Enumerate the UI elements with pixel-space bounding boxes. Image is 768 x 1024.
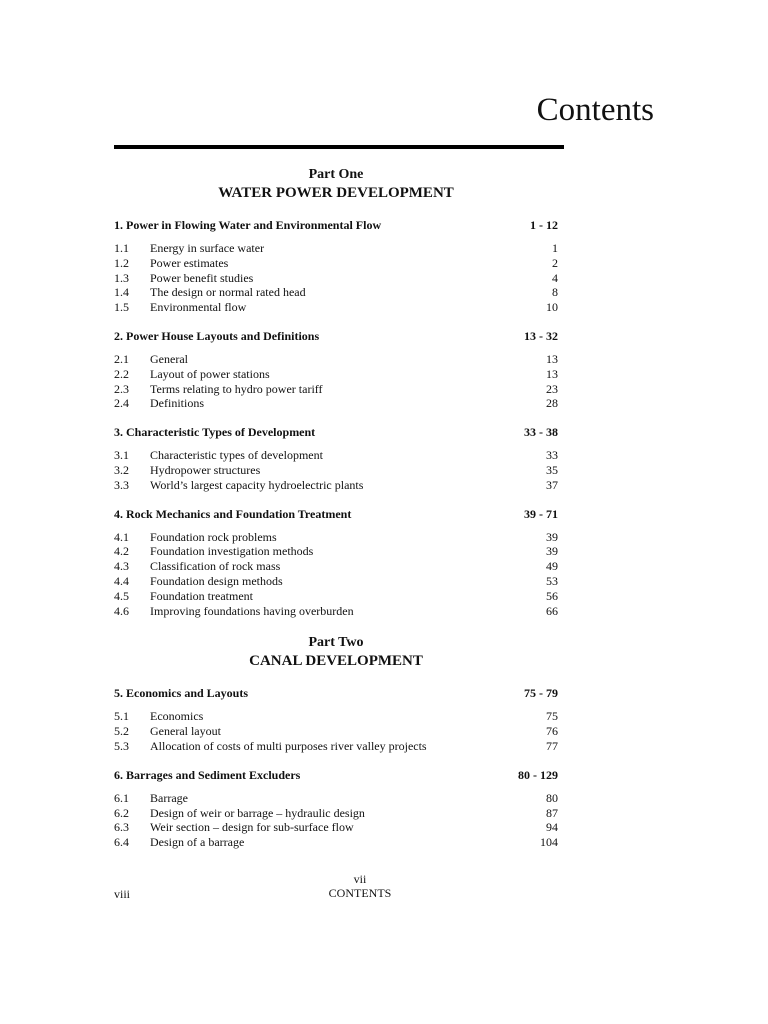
- chapter-block: [114, 329, 558, 411]
- toc-entry: [114, 791, 558, 806]
- toc-entry: [114, 574, 558, 589]
- section-number: 2.3: [114, 381, 129, 396]
- toc-entry: [114, 256, 558, 271]
- chapter-block: [114, 507, 558, 619]
- part-heading: [114, 166, 558, 202]
- toc-entry: [114, 820, 558, 835]
- section-page: 80: [546, 790, 558, 805]
- part-name: CANAL DEVELOPMENT: [249, 653, 423, 670]
- chapter-page-range: 39 - 71: [524, 506, 558, 521]
- section-title: Foundation rock problems: [150, 529, 277, 544]
- chapter-page-range: 75 - 79: [524, 686, 558, 701]
- toc-entry: [114, 396, 558, 411]
- toc-entry: [114, 382, 558, 397]
- page-title: Contents: [536, 92, 654, 128]
- chapter-block: [114, 686, 558, 753]
- section-title: Foundation treatment: [150, 588, 253, 603]
- section-number: 2.4: [114, 396, 129, 411]
- section-page: 23: [546, 381, 558, 396]
- chapter-page-range: 13 - 32: [524, 328, 558, 343]
- section-page: 10: [546, 300, 558, 315]
- section-title: Allocation of costs of multi purposes river valley projects: [150, 738, 427, 753]
- section-number: 4.6: [114, 603, 129, 618]
- toc-entry: [114, 271, 558, 286]
- section-page: 4: [552, 270, 558, 285]
- part-label: Part One: [308, 167, 364, 182]
- section-title: Foundation design methods: [150, 573, 283, 588]
- toc-entry: [114, 241, 558, 256]
- part-label: Part Two: [308, 635, 364, 651]
- toc-entry: [114, 739, 558, 754]
- section-number: 6.2: [114, 805, 129, 820]
- section-title: General layout: [150, 724, 221, 739]
- section-title: Environmental flow: [150, 300, 247, 315]
- section-number: 1.2: [114, 255, 129, 270]
- section-page: 28: [546, 396, 558, 411]
- section-page: 75: [546, 709, 558, 724]
- section-page: 53: [546, 573, 558, 588]
- chapter-heading: [114, 768, 558, 783]
- chapter-block: [114, 425, 558, 492]
- section-number: 1.5: [114, 300, 129, 315]
- part-heading: [114, 634, 558, 670]
- section-title: Terms relating to hydro power tariff: [150, 381, 323, 396]
- toc-entry: [114, 478, 558, 493]
- section-page: 76: [546, 724, 558, 739]
- section-page: 66: [546, 603, 558, 618]
- footer-page-number: vii: [353, 872, 367, 886]
- section-number: 3.1: [114, 448, 129, 463]
- chapter-title: 2. Power House Layouts and Definitions: [114, 328, 320, 343]
- section-page: 33: [546, 448, 558, 463]
- section-number: 4.4: [114, 573, 129, 588]
- footer-left-page-number: viii: [114, 887, 131, 901]
- section-page: 39: [546, 529, 558, 544]
- section-page: 35: [546, 462, 558, 477]
- toc-entry: [114, 300, 558, 315]
- section-page: 37: [546, 477, 558, 492]
- section-number: 4.5: [114, 588, 129, 603]
- toc-entry: [114, 604, 558, 619]
- section-title: Design of a barrage: [150, 835, 245, 850]
- section-title: Layout of power stations: [150, 366, 270, 381]
- chapter-page-range: 1 - 12: [530, 218, 558, 232]
- section-number: 3.2: [114, 462, 129, 477]
- section-page: 56: [546, 588, 558, 603]
- chapter-heading: [114, 507, 558, 522]
- toc-entry: [114, 589, 558, 604]
- toc-entry: [114, 724, 558, 739]
- section-title: Classification of rock mass: [150, 559, 281, 574]
- section-title: Energy in surface water: [150, 241, 265, 255]
- section-title: Characteristic types of development: [150, 448, 323, 463]
- section-title: The design or normal rated head: [150, 285, 306, 300]
- section-title: Design of weir or barrage – hydraulic design: [150, 805, 365, 820]
- part-name: WATER POWER DEVELOPMENT: [218, 185, 454, 201]
- chapter-page-range: 80 - 129: [518, 767, 558, 782]
- chapter-block: [114, 218, 558, 315]
- section-title: General: [150, 351, 188, 366]
- section-title: Power benefit studies: [150, 270, 254, 285]
- title-rule: [114, 145, 564, 149]
- chapter-block: [114, 768, 558, 850]
- section-title: Definitions: [150, 396, 204, 411]
- section-number: 1.1: [114, 241, 129, 255]
- section-page: 104: [540, 835, 558, 850]
- section-number: 5.1: [114, 709, 129, 724]
- toc-entry: [114, 530, 558, 545]
- section-number: 5.2: [114, 724, 129, 739]
- section-number: 2.1: [114, 351, 129, 366]
- section-page: 13: [546, 366, 558, 381]
- section-number: 3.3: [114, 477, 129, 492]
- section-title: Economics: [150, 709, 204, 724]
- chapter-heading: [114, 686, 558, 701]
- toc-entry: [114, 463, 558, 478]
- section-title: Barrage: [150, 790, 188, 805]
- table-of-contents: [114, 166, 558, 866]
- toc-entry: [114, 835, 558, 850]
- footer-label: CONTENTS: [328, 886, 392, 900]
- section-number: 1.4: [114, 285, 129, 300]
- section-number: 6.4: [114, 835, 129, 850]
- toc-entry: [114, 367, 558, 382]
- section-title: Foundation investigation methods: [150, 544, 314, 559]
- running-footer: [300, 872, 420, 900]
- section-title: Hydropower structures: [150, 462, 261, 477]
- section-number: 6.1: [114, 790, 129, 805]
- section-number: 1.3: [114, 270, 129, 285]
- chapter-heading: [114, 218, 558, 233]
- toc-entry: [114, 285, 558, 300]
- section-title: World’s largest capacity hydroelectric plants: [150, 477, 364, 492]
- section-page: 1: [552, 241, 558, 255]
- section-page: 13: [546, 351, 558, 366]
- section-number: 4.1: [114, 529, 129, 544]
- section-number: 6.3: [114, 820, 129, 835]
- chapter-heading: [114, 425, 558, 440]
- section-number: 4.2: [114, 544, 129, 559]
- toc-entry: [114, 806, 558, 821]
- section-number: 5.3: [114, 738, 129, 753]
- section-page: 8: [552, 285, 558, 300]
- toc-entry: [114, 448, 558, 463]
- chapter-page-range: 33 - 38: [524, 425, 558, 440]
- chapter-title: 1. Power in Flowing Water and Environmental Flow: [114, 218, 382, 232]
- toc-entry: [114, 352, 558, 367]
- section-number: 2.2: [114, 366, 129, 381]
- chapter-title: 4. Rock Mechanics and Foundation Treatment: [114, 506, 352, 521]
- toc-entry: [114, 559, 558, 574]
- section-page: 94: [546, 820, 558, 835]
- chapter-title: 6. Barrages and Sediment Excluders: [114, 767, 301, 782]
- section-title: Improving foundations having overburden: [150, 603, 354, 618]
- section-title: Weir section – design for sub-surface flow: [150, 820, 354, 835]
- toc-entry: [114, 709, 558, 724]
- section-page: 2: [552, 255, 558, 270]
- chapter-title: 3. Characteristic Types of Development: [114, 425, 316, 440]
- chapter-title: 5. Economics and Layouts: [114, 686, 249, 701]
- toc-entry: [114, 544, 558, 559]
- chapter-heading: [114, 329, 558, 344]
- section-page: 39: [546, 544, 558, 559]
- section-page: 49: [546, 559, 558, 574]
- section-title: Power estimates: [150, 255, 229, 270]
- section-page: 77: [546, 738, 558, 753]
- section-page: 87: [546, 805, 558, 820]
- section-number: 4.3: [114, 559, 129, 574]
